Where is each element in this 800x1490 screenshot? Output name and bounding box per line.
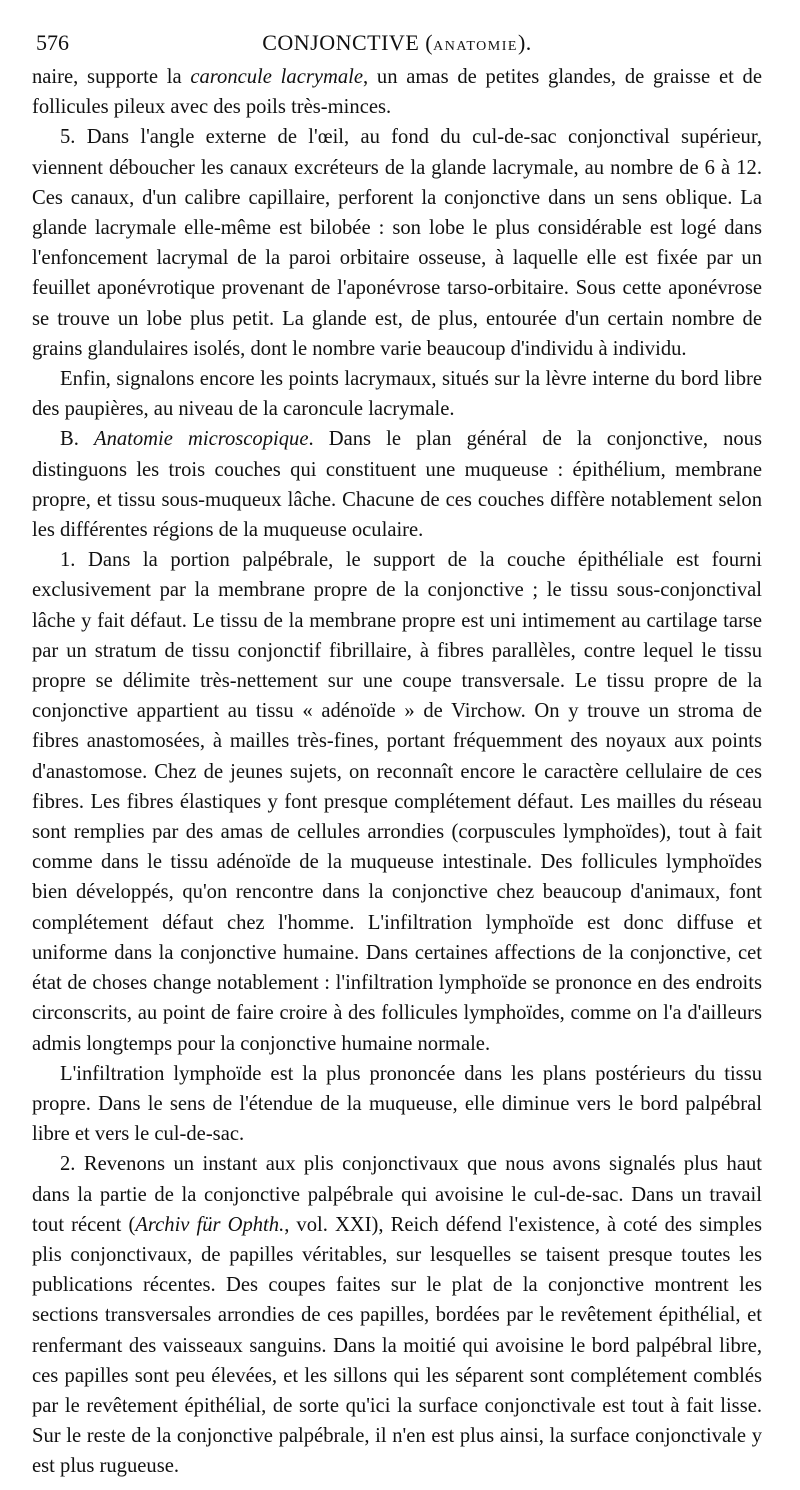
running-title [32, 28, 762, 62]
paragraph [32, 1149, 762, 1481]
running-title-subtitle: ANATOMIE [433, 39, 518, 54]
running-header [32, 28, 762, 62]
paragraph [32, 1059, 762, 1150]
running-title-paren-close: ). [517, 30, 532, 55]
text-run: 1. Dans la portion palpébrale, le support de la couche épithéliale est fourni exclusivement par la membrane propre de la conjonctive ; le tissu sous-conjonctival lâche y fait défaut. Le tissu de la membrane propre est uni intimement au cartilage tarse par un stratum de tissu conjonctif fibrillaire, à fibres parallèles, contre lequel le tissu propre se délimite très-nettement sur une coupe transversale. Le tissu propre de la conjonctive appartient au tissu « adénoïde » de Virchow. On y trouve un stroma de fibres anastomosées, à mailles très-fines, portant fréquemment des noyaux aux points d'anastomose. Chez de jeunes sujets, on reconnaît encore le caractère cellulaire de ces fibres. Les fibres élastiques y font presque complétement défaut. Les mailles du réseau sont remplies par des amas de cellules arrondies (corpuscules lymphoïdes), tout à fait comme dans le tissu adénoïde de la muqueuse intestinale. Des follicules lymphoïdes bien développés, qu'on rencontre dans la conjonctive chez beaucoup d'animaux, font complétement défaut chez l'homme. L'infiltration lymphoïde est donc diffuse et uniforme dans la conjonctive humaine. Dans certaines affections de la conjonctive, cet état de choses change notablement : l'infiltration lymphoïde se prononce en des endroits circonscrits, au point de faire croire à des follicules lymphoïdes, comme on l'a d'ailleurs admis longtemps pour la conjonctive humaine normale. [32, 549, 762, 1055]
running-title-main: CONJONCTIVE [262, 30, 420, 55]
text-run: 5. Dans l'angle externe de l'œil, au fond du cul-de-sac conjonctival supérieur, viennent déboucher les canaux excréteurs de la glande lacrymale, au nombre de 6 à 12. Ces canaux, d'un calibre capillaire, perforent la conjonctive dans un sens oblique. La glande lacrymale elle-même est bilobée : son lobe le plus considérable est logé dans l'enfoncement lacrymal de la paroi orbitaire osseuse, à laquelle elle est fixée par un feuillet aponévrotique provenant de l'aponévrose tarso-orbitaire. Sous cette aponévrose se trouve un lobe plus petit. La glande est, de plus, entourée d'un certain nombre de grains glandulaires isolés, dont le nombre varie beaucoup d'individu à individu. [32, 126, 762, 360]
text-run: Enfin, signalons encore les points lacrymaux, situés sur la lèvre interne du bord libre des paupières, au niveau de la caroncule lacrymale. [32, 368, 762, 421]
paragraph [32, 424, 762, 545]
text-run: , un amas de petites glandes, de graisse et de follicules pileux avec des poils très-minces. [32, 66, 762, 119]
text-run: B. [60, 428, 94, 451]
text-run: 2. Revenons un instant aux plis conjonctivaux que nous avons signalés plus haut dans la partie de la conjonctive palpébrale qui avoisine le cul-de-sac. Dans un travail tout récent ( [32, 1153, 762, 1236]
page-number: 576 [36, 30, 69, 55]
running-title-paren-open: ( [419, 30, 434, 55]
paragraph [32, 545, 762, 1058]
text-run: , vol. XXI), Reich défend l'existence, à coté des simples plis conjonctivaux, de papilles véritables, sur lesquelles se taisent presque toutes les publications récentes. Des coupes faites sur le plat de la conjonctive montrent les sections transversales arrondies de ces papilles, bordées par le revêtement épithélial, et renfermant des vaisseaux sanguins. Dans la moitié qui avoisine le bord palpébral libre, ces papilles sont peu élevées, et les sillons qui les séparent sont complétement comblés par le revêtement épithélial, de sorte qu'ici la surface conjonctivale est tout à fait lisse. Sur le reste de la conjonctive palpébrale, il n'en est plus ainsi, la surface conjonctivale y est plus rugueuse. [32, 1213, 762, 1478]
paragraph [32, 122, 762, 364]
page [32, 28, 762, 1482]
paragraph [32, 62, 762, 122]
paragraph [32, 364, 762, 424]
text-run: naire, supporte la [32, 66, 191, 88]
italic-run: Archiv für Ophth. [135, 1213, 285, 1236]
text-run: . Dans le plan général de la conjonctive, nous distinguons les trois couches qui constituent une muqueuse : épithélium, membrane propre, et tissu sous-muqueux lâche. Chacune de ces couches diffère notablement selon les différentes régions de la muqueuse oculaire. [32, 428, 762, 542]
italic-run: caroncule lacrymale [190, 66, 364, 88]
italic-run: Anatomie microscopique [93, 428, 309, 451]
body-text [32, 62, 762, 1482]
text-run: L'infiltration lymphoïde est la plus prononcée dans les plans postérieurs du tissu propre. Dans le sens de l'étendue de la muqueuse, elle diminue vers le bord palpébral libre et vers le cul-de-sac. [32, 1062, 762, 1146]
